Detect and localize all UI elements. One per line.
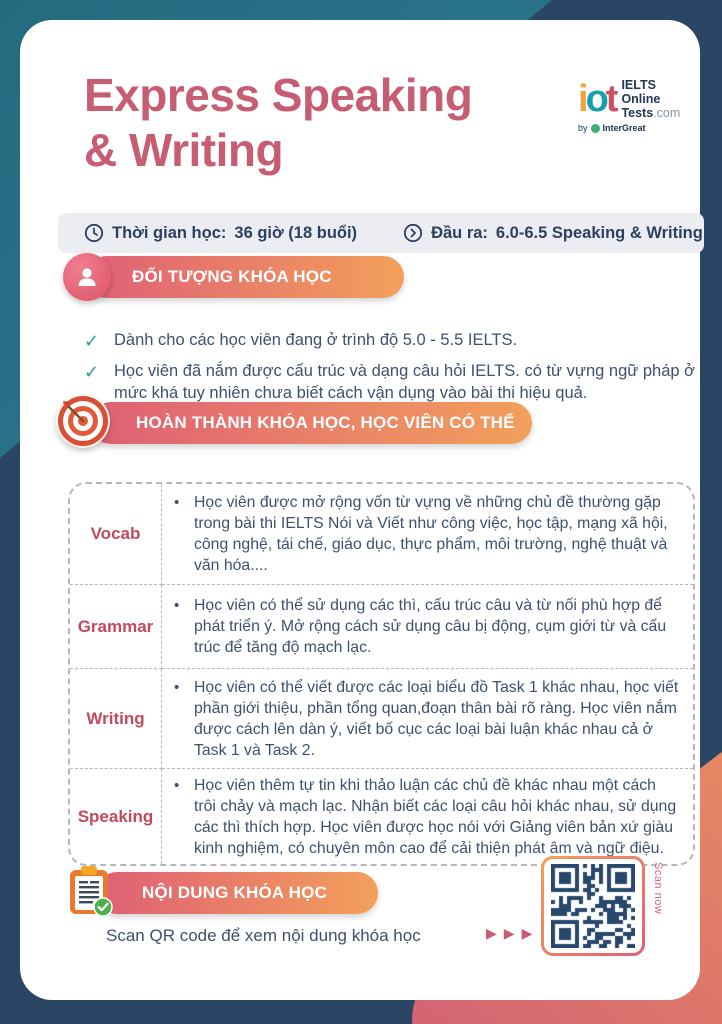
bullet-icon: • — [174, 776, 180, 794]
output-label: Đầu ra: — [431, 223, 488, 242]
content-heading: NỘI DUNG KHÓA HỌC — [142, 883, 328, 902]
outcomes-heading: HOÀN THÀNH KHÓA HỌC, HỌC VIÊN CÓ THỂ — [136, 413, 515, 432]
title-line-1: Express Speaking — [84, 69, 473, 121]
arrow-icon: ▶ — [521, 925, 533, 941]
scan-instruction: Scan QR code để xem nội dung khóa học — [106, 926, 421, 945]
arrow-icon: ▶ — [503, 925, 515, 941]
audience-section-header — [86, 256, 404, 298]
row-text-speaking: Học viên thêm tự tin khi thảo luận các chủ đề khác nhau một cách trôi chảy và mạch lạc. Nhận biết các loại câu hỏi khác nhau, sử dụng các thì thích hợp. Học viên được học nói với Giảng viên bản xứ giàu kinh nghiệm, có chuyên môn cao để cải thiện phát âm và ngữ điệu. — [194, 776, 677, 857]
course-info-bar — [58, 213, 704, 253]
outcomes-table — [68, 482, 695, 866]
clipboard-icon — [60, 860, 118, 918]
checklist-item — [84, 361, 696, 405]
scan-now-label: Scan now — [652, 862, 664, 915]
intergreat-icon — [591, 124, 600, 133]
outcomes-section-header — [90, 402, 532, 444]
table-row — [162, 669, 693, 769]
row-label-vocab: Vocab — [70, 484, 162, 585]
logo-byline: by InterGreat — [578, 123, 646, 133]
bullet-icon: • — [174, 494, 180, 511]
row-label-speaking: Speaking — [70, 769, 162, 864]
bullet-icon: • — [174, 597, 180, 614]
row-text-vocab: Học viên được mở rộng vốn từ vựng về những chủ đề thường gặp trong bài thi IELTS Nói và Viết như công việc, học tập, mạng xã hội, công nghệ, tái chế, giáo dục, thực phẩm, môi trường, nghệ thuật và văn hóa.... — [194, 494, 668, 574]
row-label-grammar: Grammar — [70, 585, 162, 669]
check-icon: ✓ — [84, 361, 100, 382]
table-row — [162, 769, 693, 864]
bullet-icon: • — [174, 678, 180, 696]
logo-wordmark: IELTS Online Tests.com — [621, 78, 681, 120]
target-icon — [56, 394, 110, 448]
table-row — [162, 585, 693, 669]
arrow-icons — [486, 925, 532, 942]
duration-info — [84, 223, 357, 243]
content-section-header — [96, 872, 378, 914]
output-info — [403, 223, 703, 243]
page-title — [84, 68, 554, 178]
person-icon — [63, 253, 111, 301]
chevron-circle-icon — [403, 223, 423, 243]
qr-code — [541, 856, 645, 956]
checklist-item-text: Dành cho các học viên đang ở trình độ 5.0 - 5.5 IELTS. — [114, 331, 518, 349]
checklist-item-text: Học viên đã nắm được cấu trúc và dạng câu hỏi IELTS. có từ vựng ngữ pháp ở mức khá tuy nhiên chưa biết cách vận dụng vào bài thi hiệu quả. — [114, 361, 695, 402]
flyer-card — [20, 20, 703, 1000]
row-text-writing: Học viên có thể viết được các loại biểu đồ Task 1 khác nhau, học viết phần giới thiệu, phần tổng quan,đoạn thân bài rõ ràng. Học viên nắm được cách lên dàn ý, viết bố cục các loại bài luận khác nhau cả ở Task 1 và Task 2. — [194, 678, 679, 759]
check-icon: ✓ — [84, 331, 100, 351]
title-line-2: & Writing — [84, 124, 284, 177]
audience-checklist — [84, 330, 696, 405]
clock-icon — [84, 223, 104, 243]
arrow-icon: ▶ — [486, 925, 497, 941]
table-row — [162, 484, 693, 585]
row-label-writing: Writing — [70, 669, 162, 769]
iot-logo-mark: iot — [578, 78, 616, 120]
duration-label: Thời gian học: — [112, 223, 227, 242]
audience-heading: ĐỐI TƯỢNG KHÓA HỌC — [132, 267, 332, 286]
output-value: 6.0-6.5 Speaking & Writing — [495, 223, 703, 242]
checklist-item — [84, 330, 696, 354]
ielts-online-tests-logo — [578, 78, 722, 133]
row-text-grammar: Học viên có thể sử dụng các thì, cấu trúc câu và từ nối phù hợp để phát triển ý. Mở rộng cách sử dụng câu bị động, cụm giới từ và cấu trúc để tăng độ mạch lạc. — [194, 597, 667, 656]
duration-value: 36 giờ (18 buổi) — [234, 223, 358, 242]
